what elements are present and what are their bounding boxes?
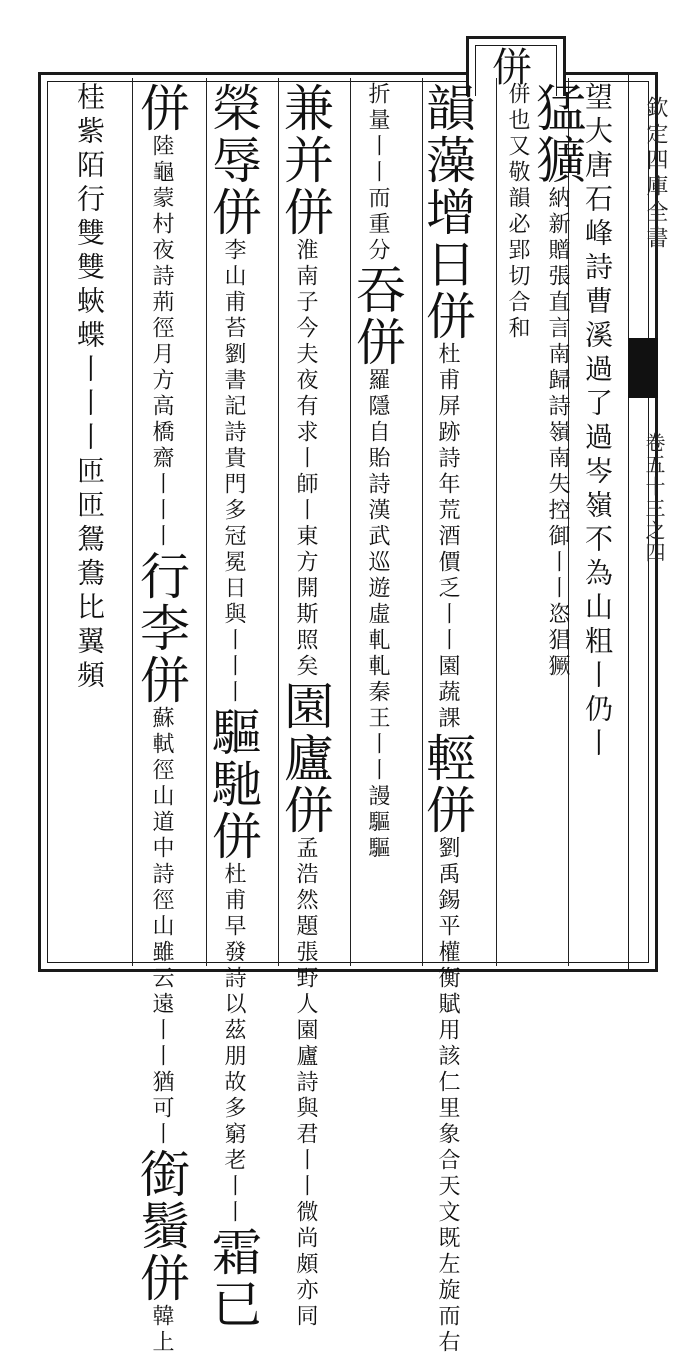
entry-text: 劉禹錫平權衡賦用該仁里象合天文既左旋而右 — [435, 836, 460, 1356]
entry-head: 併 — [132, 82, 190, 134]
text-column-9 — [72, 82, 106, 962]
entry-head: 輕 — [418, 732, 476, 784]
text-column-8 — [132, 82, 190, 1356]
column-divider — [132, 78, 133, 966]
text-column-6 — [276, 82, 334, 1330]
text-column-5 — [348, 82, 406, 962]
entry-head: 銜 — [132, 1148, 190, 1200]
column-divider — [350, 78, 351, 966]
heading-rhyme-char: 併 — [492, 45, 532, 91]
column-top-text: 併也又敬韻 — [505, 82, 530, 212]
entry-head: 已 — [204, 1278, 262, 1330]
entry-text: 孟浩然題張野人園廬詩與君丨丨微尚頗亦同 — [293, 836, 318, 1330]
text-column-7 — [204, 82, 262, 1330]
column-text: 望大唐石峰詩曹溪過了過岑嶺不為山粗丨仍丨 — [581, 82, 614, 762]
entry-text: 蘇軾徑山道中詩徑山雖云遠丨丨猶可丨 — [149, 706, 174, 1148]
entry-head: 馳併 — [204, 758, 262, 862]
column-text: 桂紫陌行雙雙蛺蝶丨丨丨匝匝鴛鴦比翼頻 — [73, 82, 106, 694]
entry-head: 韻藻增 — [418, 82, 476, 238]
entry-head: 辱併 — [204, 134, 262, 238]
margin-black-block — [628, 338, 658, 398]
entry-head: 日併 — [418, 238, 476, 342]
entry-text: 李山甫苔劉書記詩貴門多冠冕日與丨丨丨 — [221, 238, 246, 706]
margin-volume-label: 卷五十三之四 — [642, 432, 666, 564]
entry-head: 行 — [132, 550, 190, 602]
entry-text: 杜甫早發詩以茲朋故多窮老丨丨 — [221, 862, 246, 1226]
entry-text: 陸龜蒙村夜詩荊徑月方高橋齋丨丨丨 — [149, 134, 174, 550]
entry-head: 兼 — [276, 82, 334, 134]
text-column-1 — [580, 82, 614, 962]
entry-head: 吞 — [348, 264, 406, 316]
column-divider — [496, 78, 497, 966]
entry-head: 鬚併 — [132, 1200, 190, 1304]
column-top-text: 折量丨丨而重分 — [365, 82, 390, 264]
entry-text: 羅隱自貽詩漢武巡遊虛軋軋秦王丨丨謾驅驅 — [365, 368, 390, 862]
entry-head: 廬併 — [276, 732, 334, 836]
margin-book-title: 欽定四庫全書 — [643, 96, 668, 252]
entry-text: 必郢切合和 — [505, 212, 530, 342]
text-column-2 — [528, 82, 586, 962]
entry-text: 杜甫屏跡詩年荒酒價乏丨丨園蔬課 — [435, 342, 460, 732]
entry-head: 獷 — [528, 134, 586, 186]
entry-head: 榮 — [204, 82, 262, 134]
entry-head: 併 — [348, 316, 406, 368]
text-column-4 — [418, 82, 476, 1356]
entry-text: 淮南子今夫夜有求丨師丨東方開斯照矣 — [293, 238, 318, 680]
entry-head: 併 — [418, 784, 476, 836]
entry-head: 園 — [276, 680, 334, 732]
entry-head: 霜 — [204, 1226, 262, 1278]
entry-text: 韓上 — [149, 1304, 174, 1356]
text-column-3 — [500, 82, 534, 962]
entry-head: 李併 — [132, 602, 190, 706]
entry-head: 并併 — [276, 134, 334, 238]
entry-head: 驅 — [204, 706, 262, 758]
entry-text: 納新贈張直言南歸詩嶺南失控御丨丨恣猖獗 — [545, 186, 570, 680]
entry-head: 猛 — [528, 82, 586, 134]
